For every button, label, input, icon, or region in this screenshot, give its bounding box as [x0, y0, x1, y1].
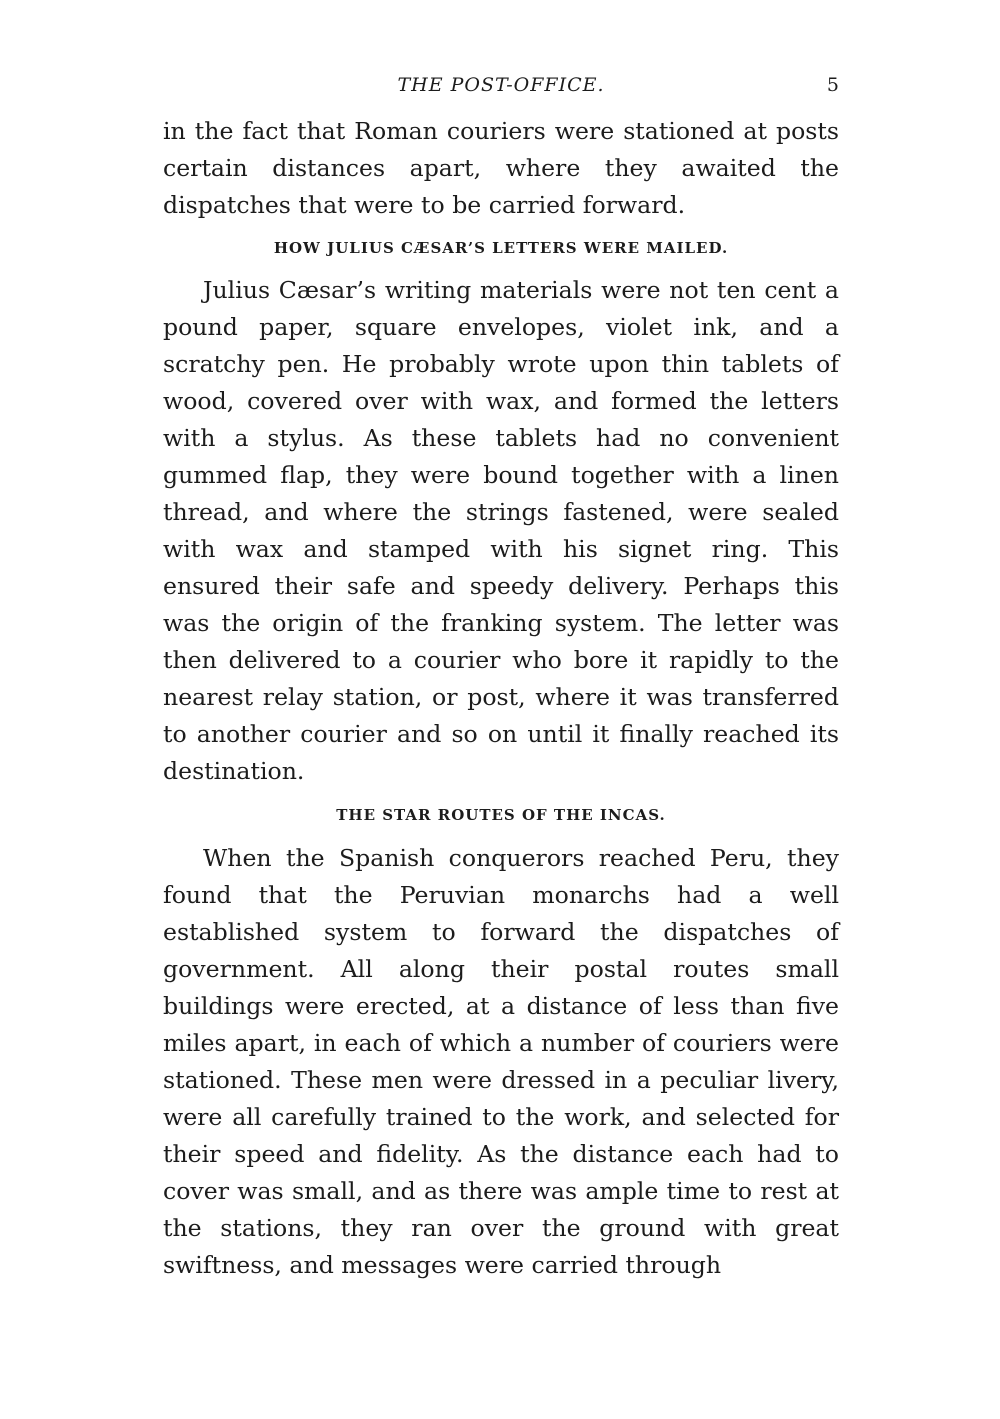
- body-text: [163, 113, 839, 1284]
- section-heading-caesar: HOW JULIUS CÆSAR’S LETTERS WERE MAILED.: [273, 239, 729, 257]
- page-number: 5: [826, 74, 839, 96]
- paragraph-caesar: Julius Cæsar’s writing materials were not ten cent a pound paper, square envelopes, violet ink, and a scratchy pen. He probably wrote upon thin tablets of wood, covered over with wax, and formed the letters with a stylus. As these tablets had no convenient gummed flap, they were bound together with a linen thread, and where the strings fastened, were sealed with wax and stamped with his signet ring. This ensured their safe and speedy delivery. Perhaps this was the origin of the franking system. The letter was then delivered to a courier who bore it rapidly to the nearest relay station, or post, where it was transferred to another courier and so on until it finally reached its destination.: [163, 276, 839, 785]
- running-head: [163, 74, 839, 104]
- running-title: THE POST-OFFICE.: [397, 74, 605, 96]
- paragraph-incas: When the Spanish conquerors reached Peru, they found that the Peruvian monarchs had a well established system to forward the dispatches of government. All along their postal routes small buildings were erected, at a distance of less than five miles apart, in each of which a number of couriers were stationed. These men were dressed in a peculiar livery, were all carefully trained to the work, and selected for their speed and fidelity. As the distance each had to cover was small, and as there was ample time to rest at the stations, they ran over the ground with great swiftness, and messages were carried through: [163, 844, 839, 1279]
- section-heading-incas: THE STAR ROUTES OF THE INCAS.: [336, 806, 666, 824]
- paragraph-continuation: in the fact that Roman couriers were stationed at posts certain distances apart, where they awaited the dispatches that were to be carried forward.: [163, 117, 839, 219]
